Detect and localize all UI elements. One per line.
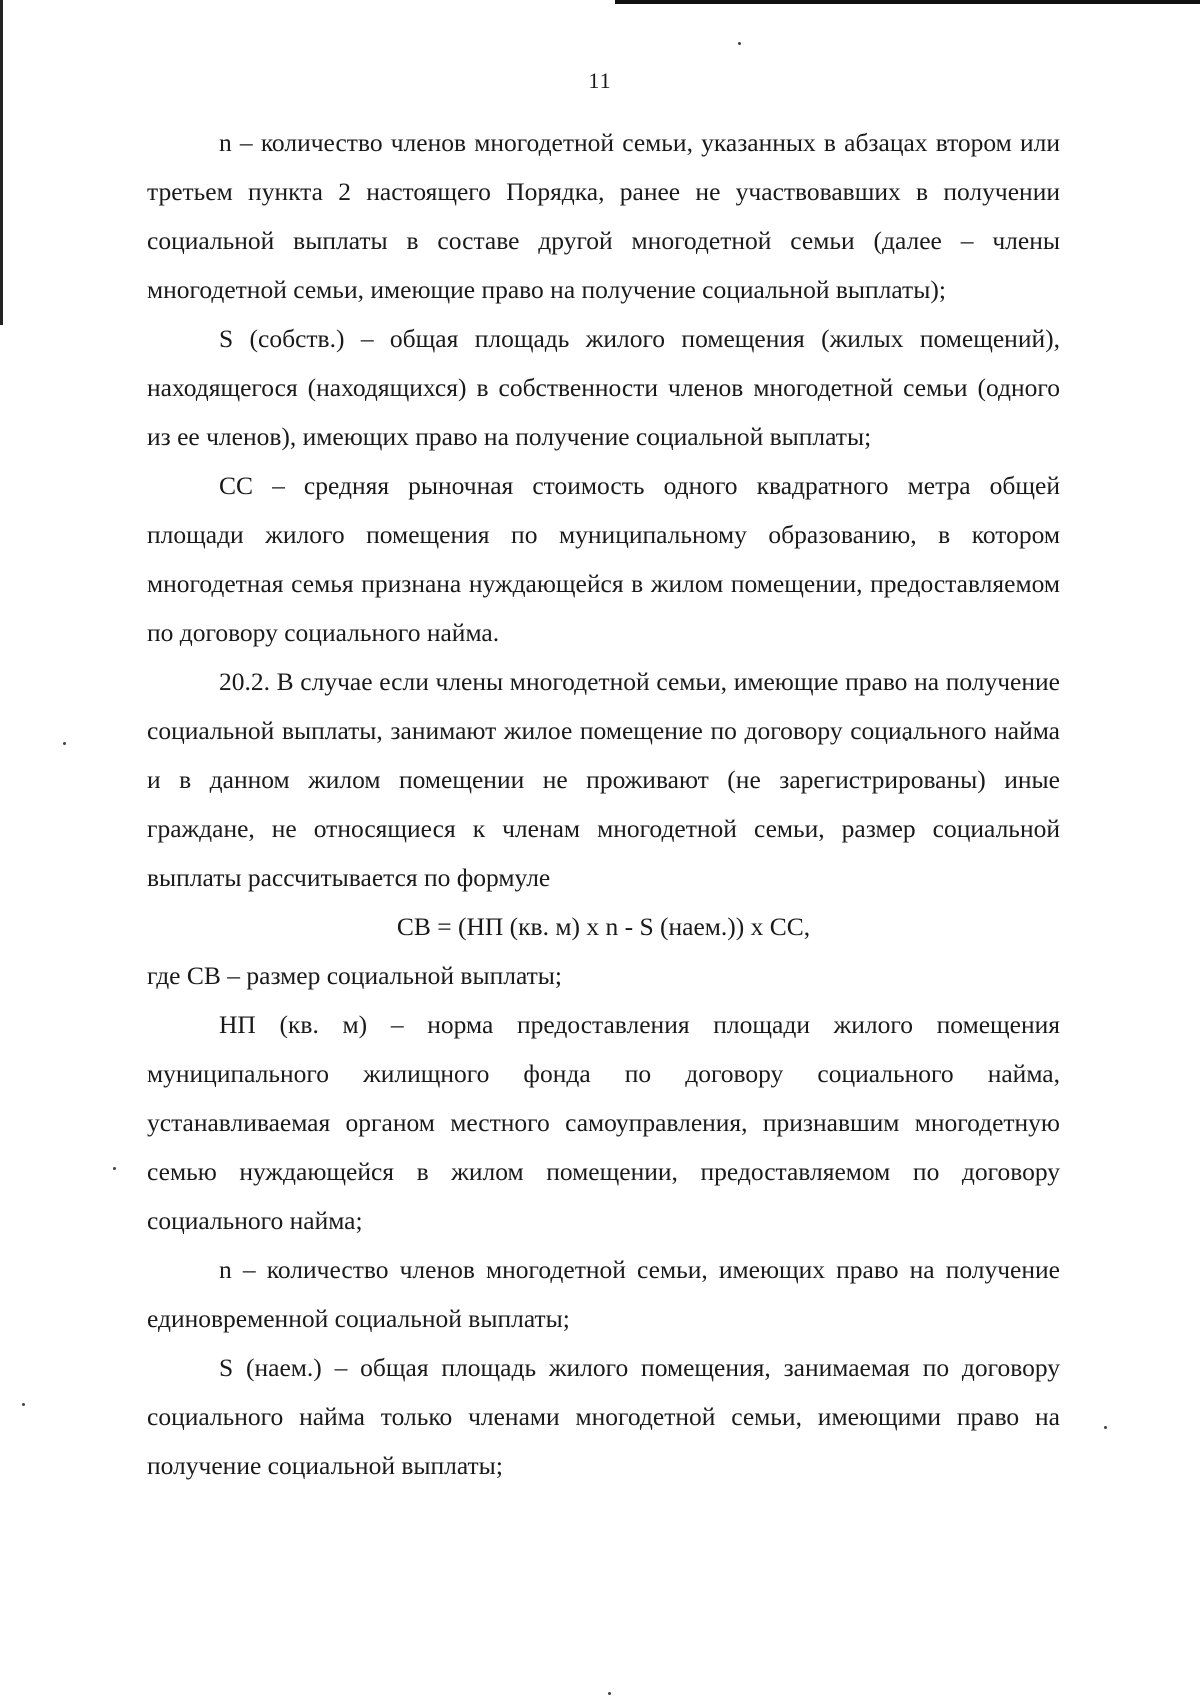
- definition-n: n – количество членов многодетной семьи, имеющих право на получение единовременной социальной выплаты;: [147, 1255, 1060, 1333]
- definition-s-rent: S (наем.) – общая площадь жилого помещения, занимаемая по договору социального найма только членами многодетной семьи, имеющими право на получение социальной выплаты;: [147, 1353, 1060, 1480]
- paragraph-clause-20-2: 20.2. В случае если члены многодетной семьи, имеющие право на получение социальной выплаты, занимают жилое помещение по договору социального найма и в данном жилом помещении не проживают (не зарегистрированы) иные граждане, не относящиеся к членам многодетной семьи, размер социальной выплаты рассчитывается по формуле: [147, 667, 1060, 892]
- paragraph-n-definition: n – количество членов многодетной семьи, указанных в абзацах втором или третьем пункта 2 настоящего Порядка, ранее не участвовавших в получении социальной выплаты в составе другой многодетной семьи (далее – члены многодетной семьи, имеющие право на получение социальной выплаты);: [147, 128, 1060, 304]
- scan-speck: [22, 1403, 25, 1406]
- scan-speck: [1104, 1426, 1107, 1429]
- paragraph-cc-definition: СС – средняя рыночная стоимость одного квадратного метра общей площади жилого помещения по муниципальному образованию, в котором многодетная семья признана нуждающейся в жилом помещении, предоставляемом по договору социального найма.: [147, 471, 1060, 647]
- definition-np: НП (кв. м) – норма предоставления площади жилого помещения муниципального жилищного фонда по договору социального найма, устанавливаемая органом местного самоуправления, признавшим многодетную семью нуждающейся в жилом помещении, предоставляемом по договору социального найма;: [147, 1010, 1060, 1235]
- scan-left-border: [0, 0, 3, 325]
- scan-speck: [608, 1692, 611, 1695]
- formula: СВ = (НП (кв. м) x n - S (наем.)) x СС,: [396, 912, 811, 941]
- scan-speck: [738, 42, 741, 45]
- where-line: где СВ – размер социальной выплаты;: [147, 961, 562, 990]
- scan-top-border: [615, 0, 1200, 4]
- scan-speck: [113, 1167, 116, 1170]
- document-body: [147, 118, 1060, 1490]
- scan-speck: [63, 742, 66, 745]
- paragraph-s-ownership-definition: S (собств.) – общая площадь жилого помещения (жилых помещений), находящегося (находящихся) в собственности членов многодетной семьи (одного из ее членов), имеющих право на получение социальной выплаты;: [147, 324, 1060, 451]
- page-number: 11: [588, 68, 612, 93]
